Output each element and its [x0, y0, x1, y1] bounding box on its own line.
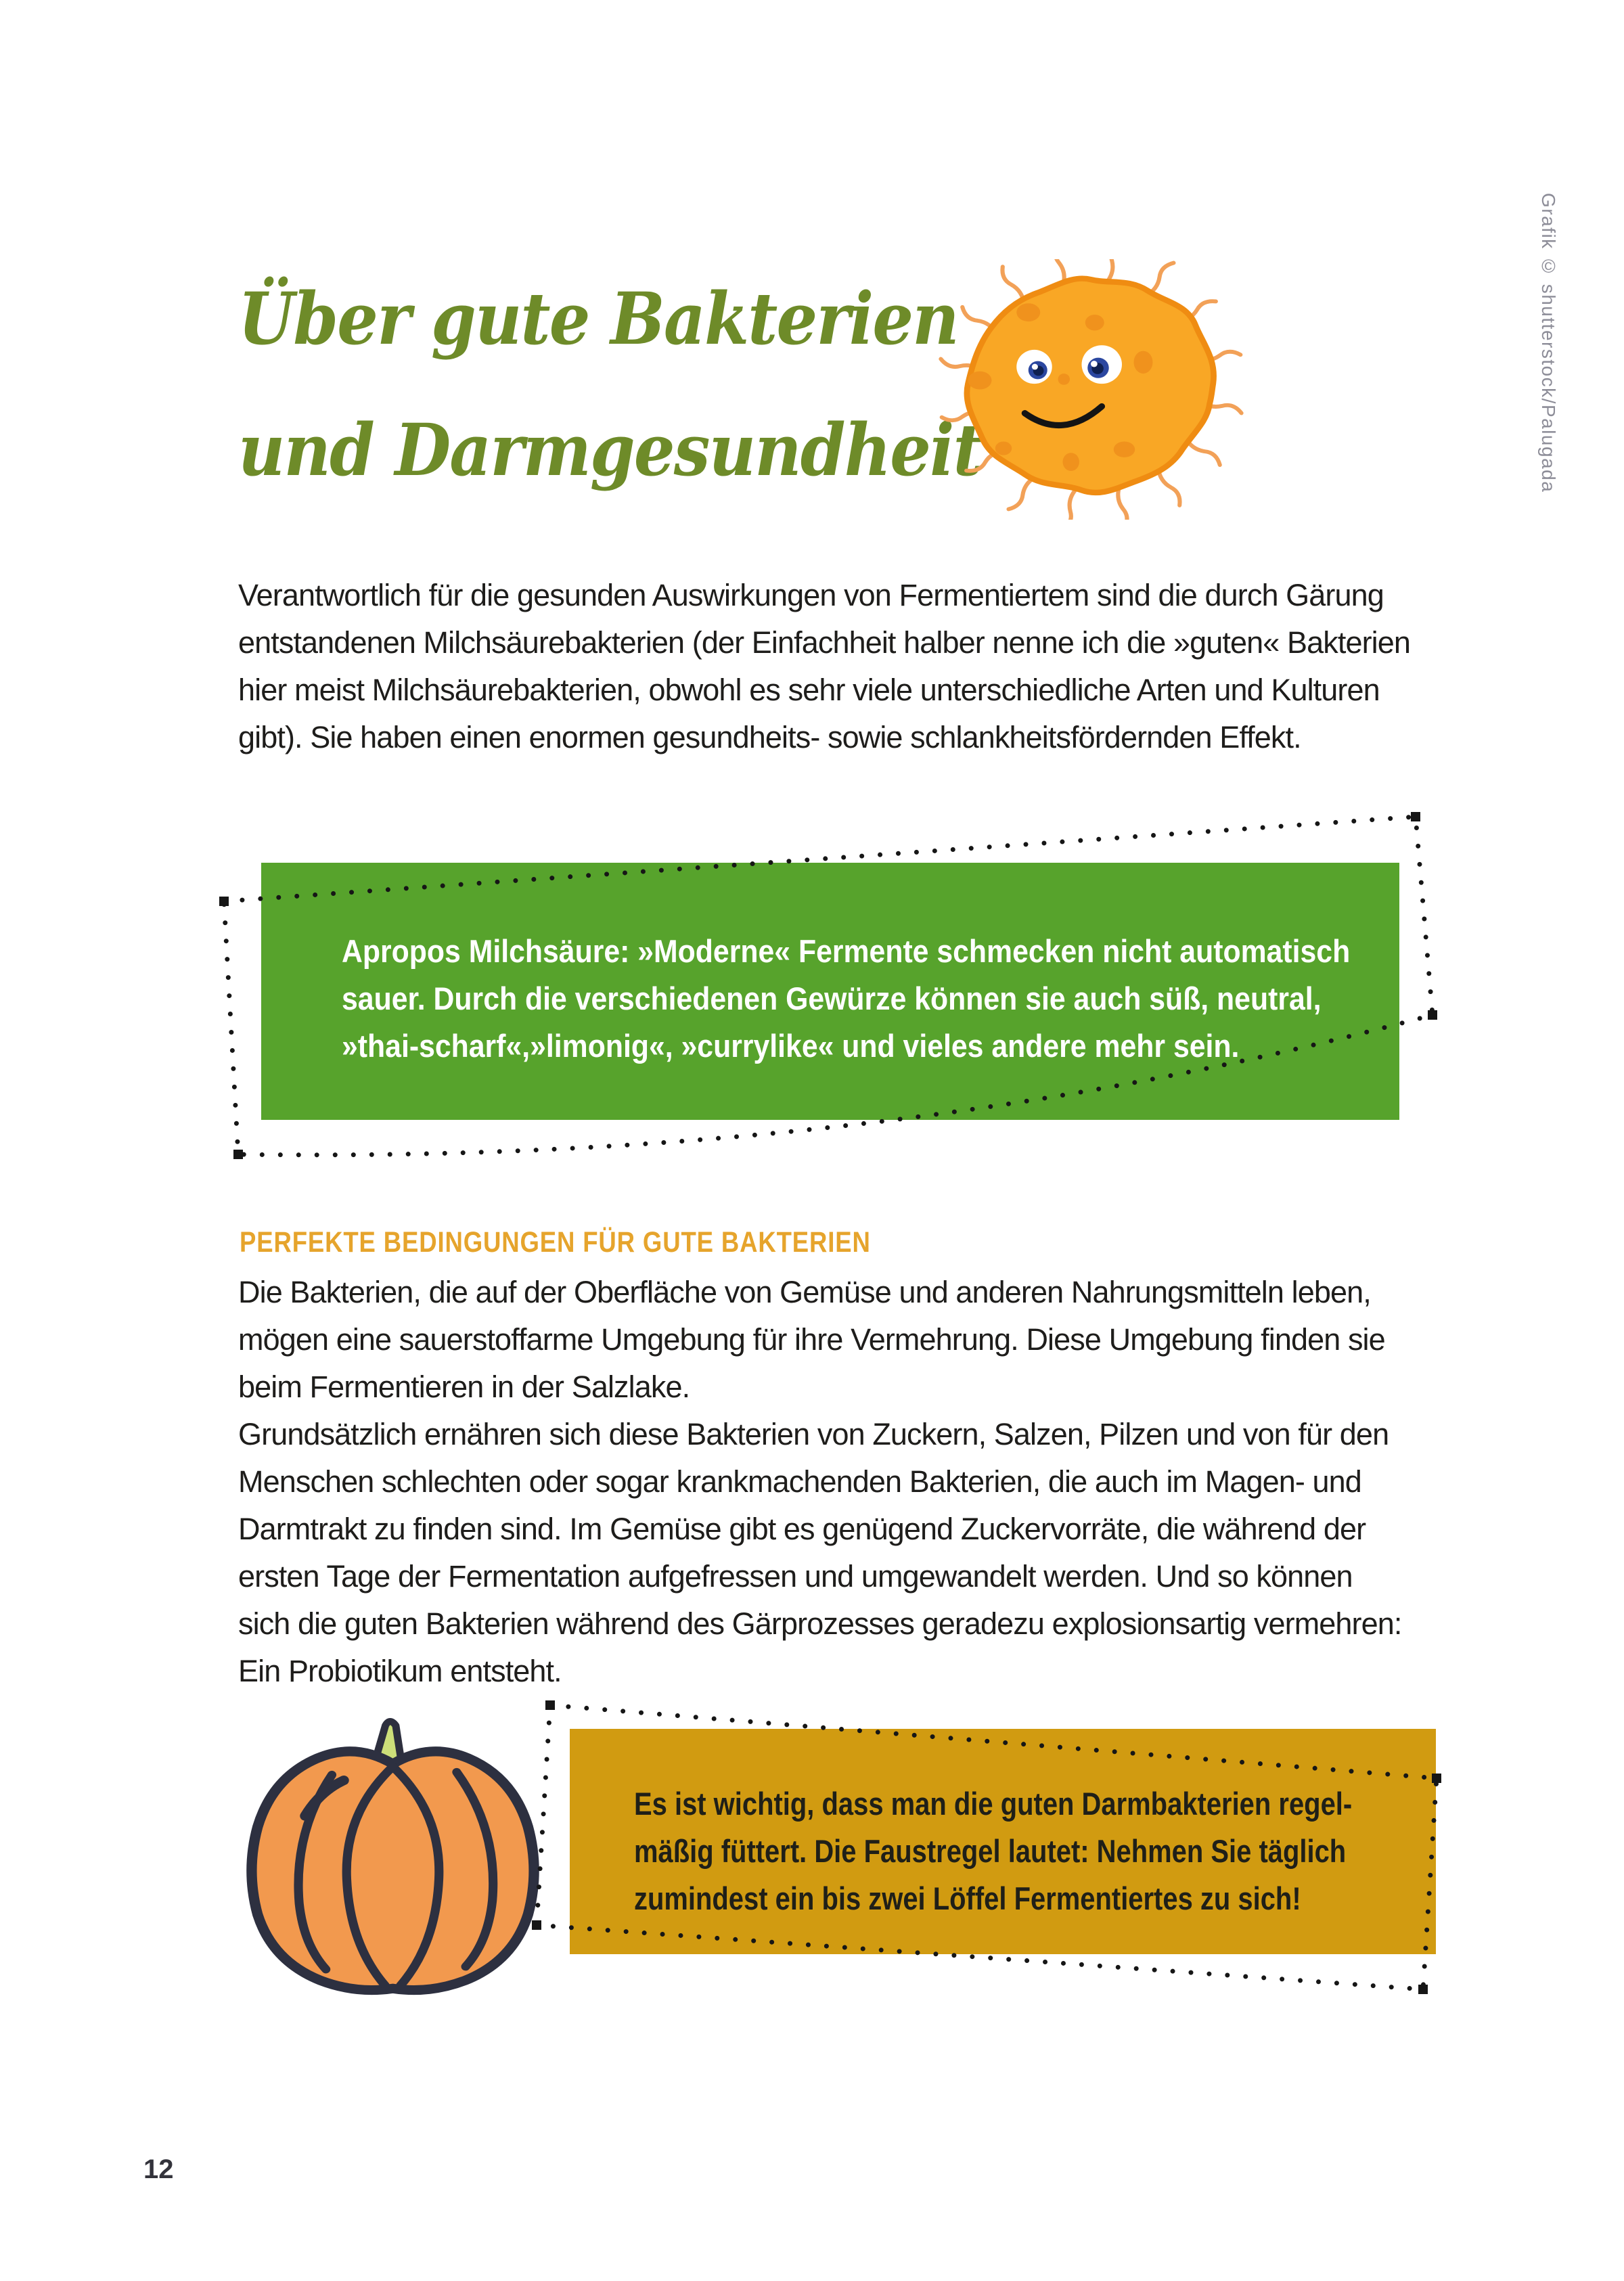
image-credit: Grafik © shutterstock/Palugada — [1538, 193, 1559, 493]
yellow-callout-text: Es ist wichtig, dass man die guten Darmbakterien regel- mäßig füttert. Die Faustregel lautet: Nehmen Sie täglich zumindest ein bis zwei Löffel Fermentiertes zu sich! — [634, 1786, 1353, 1916]
page-number: 12 — [143, 2154, 174, 2184]
green-callout-text: Apropos Milchsäure: »Moderne« Fermente schmecken nicht automatisch sauer. Durch die verschiedenen Gewürze können sie auch süß, neutral, »thai-scharf«,»limonig«, »currylike« und vieles andere mehr sein. — [342, 933, 1351, 1064]
pumpkin-illustration — [222, 1717, 564, 2005]
intro-paragraph: Verantwortlich für die gesunden Auswirkungen von Fermentiertem sind die durch Gärung entstandenen Milchsäurebakterien (der Einfachheit halber nenne ich die »guten« Bakterien hier meist Milchsäurebakterien, obwohl es sehr viele unterschiedliche Arten und Kulturen gibt). Sie haben einen enormen gesundheits- sowie schlankheitsfördernden Effekt. — [238, 578, 1411, 754]
section-body: Die Bakterien, die auf der Oberfläche von Gemüse und anderen Nahrungsmitteln leben, mögen eine sauerstoffarme Umgebung für ihre Vermehrung. Diese Umgebung finden sie beim Fermentieren in der Salzlake. Grundsätzlich ernähren sich diese Bakterien von Zuckern, Salzen, Pilzen und von für den Menschen schlechten oder sogar krankmachenden Bakterien, die auch im Magen- und Darmtrakt zu finden sind. Im Gemüse gibt es genügend Zuckervorräte, die während der ersten Tage der Fermentation aufgefressen und umgewandelt werden. Und so können sich die guten Bakterien während des Gärprozesses geradezu explosionsartig vermehren: Ein Probiotikum entsteht. — [238, 1275, 1402, 1688]
page-title-line-2: und Darmgesundheit — [238, 407, 982, 492]
section-heading: PERFEKTE BEDINGUNGEN FÜR GUTE BAKTERIEN — [240, 1226, 871, 1259]
bacteria-nose — [1058, 374, 1070, 385]
bacteria-body — [967, 279, 1214, 493]
bacteria-eye-left — [1016, 350, 1052, 384]
bacteria-illustration — [937, 259, 1245, 520]
bacteria-eye-right — [1082, 345, 1123, 384]
page-title-line-1: Über gute Bakterien — [238, 276, 958, 361]
